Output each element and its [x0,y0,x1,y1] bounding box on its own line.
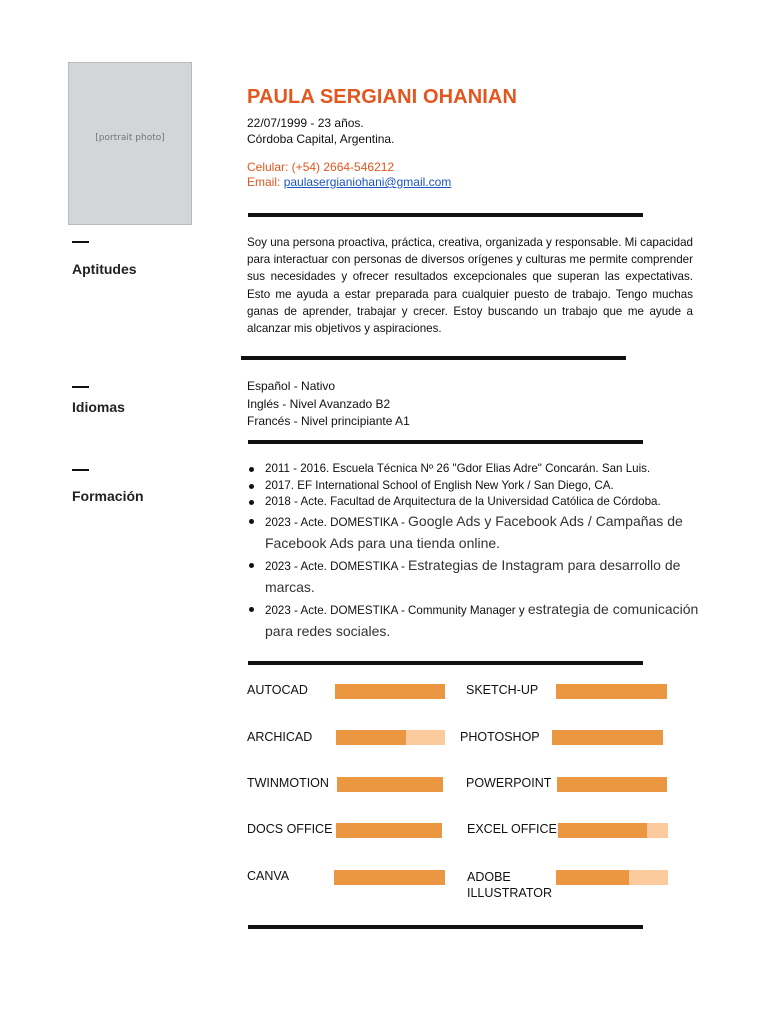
skill-label: TWINMOTION [247,776,329,790]
skill-bar-fill [334,870,445,885]
skill-bar [336,730,445,745]
divider [248,213,643,217]
skill-bar [556,684,667,699]
skill-bar-fill [558,823,647,838]
language-item: Español - Nativo [247,379,336,393]
section-dash [72,469,89,471]
language-item: Inglés - Nivel Avanzado B2 [247,396,391,411]
skill-label: PHOTOSHOP [460,730,540,744]
education-item [247,555,707,599]
section-title-idiomas: Idiomas [72,399,125,415]
section-title-formacion: Formación [72,488,144,504]
skill-bar [558,823,668,838]
skill-bar-fill [335,684,445,699]
skill-bar-fill [336,823,442,838]
skill-label: ADOBE ILLUSTRATOR [467,870,552,900]
education-item [247,478,707,495]
education-detail: estrategia de comunicación para redes sociales. [265,600,699,639]
aptitudes-paragraph: Soy una persona proactiva, práctica, creativa, organizada y responsable. Mi capacidad para interactuar con personas de diversos orígenes y culturas me permite comprender sus necesidades y ofrecer resultados excepcionales que superan las expectativas. Esto me ayuda a estar preparada para cualquier puesto de trabajo. Tengo muchas ganas de aprender, trabajar y crecer. Estoy buscando un trabajo que me ayude a alcanzar mis objetivos y aspiraciones. [247,236,693,336]
skill-bar [557,777,667,792]
skill-bar-fill [556,684,667,699]
skill-bar-fill [337,777,443,792]
email-line [247,175,451,189]
profile-photo [68,62,192,225]
phone: Celular: (+54) 2664-546212 [247,160,395,174]
skill-bar-fill [552,730,663,745]
education-item [247,494,707,511]
divider [248,440,643,444]
language-item: Francés - Nivel principiante A1 [247,414,410,429]
education-detail: Estrategias de Instagram para desarrollo de marcas. [265,556,681,595]
skill-label: EXCEL OFFICE [467,822,557,836]
education-text: 2017. EF International School of English New York / San Diego, CA. [265,478,614,492]
skill-bar-fill [556,870,629,885]
skill-label: AUTOCAD [247,683,308,697]
skill-bar [336,823,442,838]
birth-date: 22/07/1999 - 23 años. [247,116,364,130]
divider [248,661,643,665]
skill-label: ARCHICAD [247,730,313,744]
skill-bar-fill [336,730,406,745]
education-prefix: 2023 - Acte. DOMESTIKA - [265,515,409,529]
skill-label: CANVA [247,869,290,883]
education-prefix: 2023 - Acte. DOMESTIKA - [265,559,409,573]
email-label: Email: [247,175,284,189]
divider [241,356,626,360]
education-text: 2011 - 2016. Escuela Técnica Nº 26 "Gdor Elias Adre" Concarán. San Luis. [265,462,651,475]
skill-bar [337,777,443,792]
section-title-aptitudes: Aptitudes [72,261,137,277]
skill-bar [334,870,445,885]
skill-label: DOCS OFFICE [247,822,333,836]
education-detail: Google Ads y Facebook Ads / Campañas de Facebook Ads para una tienda online. [265,512,683,551]
section-dash [72,241,89,243]
education-item [247,461,707,478]
education-item [247,511,707,555]
skill-label: SKETCH-UP [466,683,539,697]
divider [248,925,643,929]
language-list [247,378,410,431]
email-link[interactable]: paulasergianiohani@gmail.com [283,175,452,189]
skill-bar-fill [557,777,667,792]
location: Córdoba Capital, Argentina. [247,132,395,146]
skill-label: POWERPOINT [466,776,552,790]
skill-bar [335,684,445,699]
education-list [247,461,707,643]
education-text: 2018 - Acte. Facultad de Arquitectura de la Universidad Católica de Córdoba. [265,495,661,508]
candidate-name: PAULA SERGIANI OHANIAN [247,86,517,108]
skill-bar [552,730,663,745]
skill-bar [556,870,668,885]
education-item [247,599,707,643]
section-dash [72,386,89,388]
photo-placeholder-label: [portrait photo] [95,133,165,143]
education-prefix: 2023 - Acte. DOMESTIKA - Community Manager y [265,603,528,617]
